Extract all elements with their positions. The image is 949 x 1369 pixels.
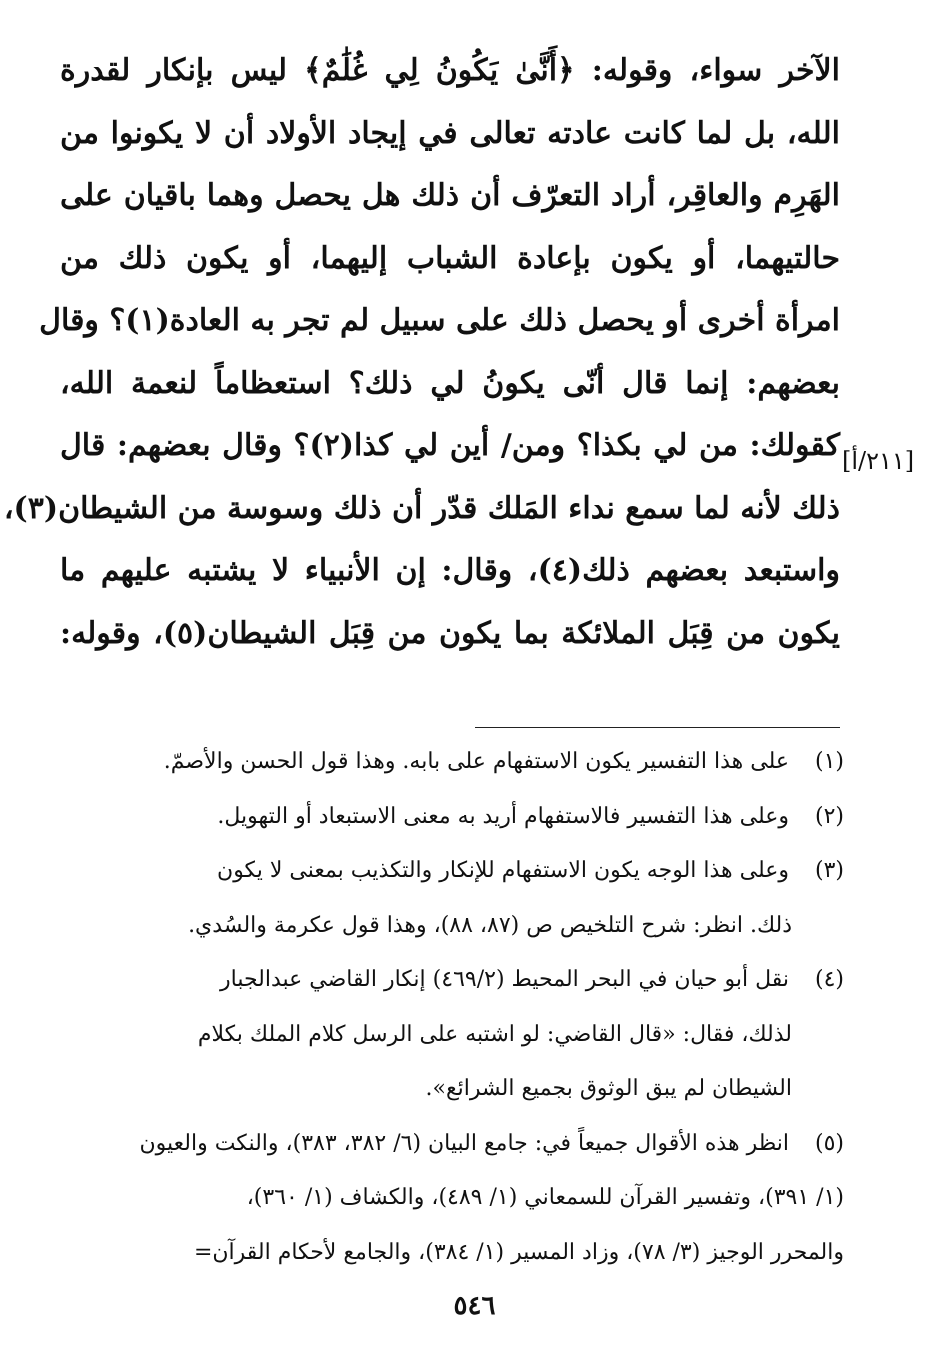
footnote-number: (٣) [814,858,844,883]
footnote-text: وعلى هذا التفسير فالاستفهام أريد به معنى الاستبعاد أو التهويل. [217,803,789,829]
footnote-number: (٤) [814,967,844,992]
text-line: امرأة أخرى أو يحصل ذلك على سبيل لم تجر به العادة(١)؟ وقال [39,303,840,338]
footnote-number: (٢) [814,803,844,829]
footnote-line [52,844,844,899]
footnote-line [52,735,844,790]
footnote-text: على هذا التفسير يكون الاستفهام على بابه. وهذا قول الحسن والأصمّ. [163,749,789,774]
footnotes [52,735,844,1280]
footnote-number: (٥) [814,1130,844,1156]
text-line: بعضهم: إنما قال أنّى يكونُ لي ذلك؟ استعظاماً لنعمة الله، [60,365,840,401]
text-line: الهَرِم والعاقِر، أراد التعرّف أن ذلك هل يحصل وهما باقيان على [60,178,840,213]
text-line: ذلك لأنه لما سمع نداء المَلك قدّر أن ذلك وسوسة من الشيطان(٣)، [3,490,840,526]
footnote-text: نقل أبو حيان في البحر المحيط (٤٦٩/٢) إنكار القاضي عبدالجبار [220,967,789,992]
footnote-line: لذلك، فقال: «قال القاضي: لو اشتبه على الرسل كلام الملك بكلام [197,1021,792,1047]
footnote-number: (١) [814,749,844,774]
text-line: الآخر سواء، وقوله: ﴿أَنَّىٰ يَكُونُ لِي غُلَٰمٌ﴾ ليس بإنكار لقدرة [60,53,840,88]
text-line: الله، بل لما كانت عادته تعالى في إيجاد الأولاد أن لا يكونوا من [60,115,840,151]
footnote-line: ذلك. انظر: شرح التلخيص ص (٨٧، ٨٨)، وهذا قول عكرمة والسُدي. [188,912,792,938]
text-line: يكون من قِبَل الملائكة بما يكون من قِبَل الشيطان(٥)، وقوله: [60,615,840,651]
footnote-line: (١/ ٣٩١)، وتفسير القرآن للسمعاني (١/ ٤٨٩)، والكشاف (١/ ٣٦٠)، [246,1185,844,1210]
page-number: ٥٤٦ [453,1291,496,1321]
footnote-line: والمحرر الوجيز (٣/ ٧٨)، وزاد المسير (١/ ٣٨٤)، والجامع لأحكام القرآن= [193,1239,844,1265]
text-line: واستبعد بعضهم ذلك(٤)، وقال: إن الأنبياء لا يشتبه عليهم ما [60,553,840,588]
footnote-line: الشيطان لم يبق الوثوق بجميع الشرائع». [425,1076,792,1101]
footnote-text: وعلى هذا الوجه يكون الاستفهام للإنكار والتكذيب بمعنى لا يكون [217,858,789,883]
text-line: كقولك: من لي بكذا؟ ومن/ أين لي كذا(٢)؟ وقال بعضهم: قال [60,428,840,463]
footnote-text: انظر هذه الأقوال جميعاً في: جامع البيان (٦/ ٣٨٢، ٣٨٣)، والنكت والعيون [139,1130,789,1156]
footnote-line [52,1117,844,1172]
text-line: حالتيهما، أو يكون بإعادة الشباب إليهما، أو يكون ذلك من [60,240,840,276]
main-text [3,40,840,665]
footnote-separator [475,727,840,728]
footnote-line [52,790,844,845]
footnote-line [52,953,844,1008]
manuscript-folio-marker: [٢١١/أ] [842,447,915,475]
